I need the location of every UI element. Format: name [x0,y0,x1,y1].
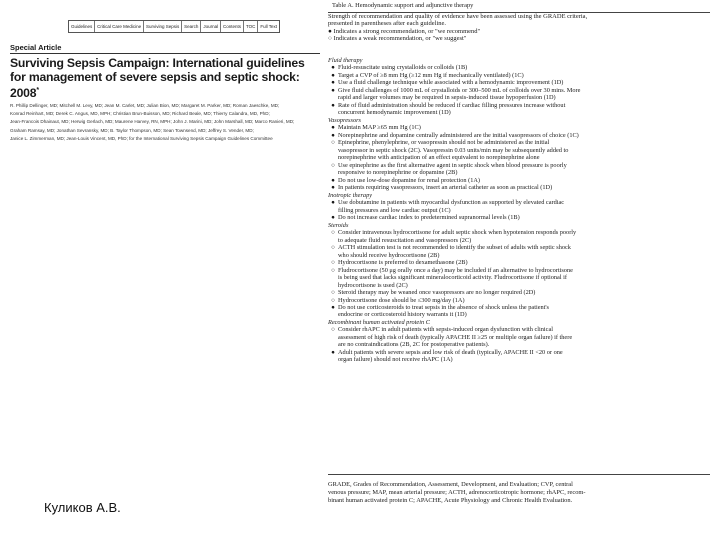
recommendation-continuation [328,207,710,214]
strong-recommendation [328,349,710,356]
weak-recommendation [328,289,710,296]
article-title-text: Surviving Sepsis Campaign: International guidelines for management of severe sepsis and septic shock: 2008 [10,56,305,101]
filled-bullet-icon: ● [331,348,335,356]
row-text: concurrent hemodynamic improvement (1D) [338,109,451,117]
table-body [328,57,710,364]
strong-recommendation [328,64,710,71]
filled-bullet-icon: ● [331,199,335,207]
section-heading [328,192,710,199]
row-text: organ failure) should not receive rhAPC (1A) [338,356,453,364]
journal-nav-bar [68,20,280,33]
row-text: are no contraindications (2B, 2C for postoperative patients). [338,341,490,349]
filled-bullet-icon: ● [331,64,335,72]
recommendation-continuation [328,282,710,289]
divider [10,53,320,54]
row-text: Maintain MAP ≥65 mm Hg (1C) [338,124,421,132]
strong-recommendation [328,199,710,206]
filled-bullet-icon: ● [331,131,335,139]
weak-recommendation [328,297,710,304]
recommendation-continuation [328,274,710,281]
intro-line: Strength of recommendation and quality of evidence have been assessed using the GRADE criteria, [328,13,588,20]
filled-bullet-icon: ● [331,101,335,109]
table-footnote [328,481,710,505]
filled-bullet-icon: ● [331,124,335,132]
recommendation-continuation [328,341,710,348]
journal-bar-cell: Search [182,21,201,32]
weak-recommendation [328,259,710,266]
row-text: Fluid-resuscitate using crystalloids or colloids (1B) [338,64,468,72]
row-text: ACTH stimulation test is not recommended to identify the subset of adults with septic shock [338,244,571,252]
journal-bar-cell: Guidelines [69,21,95,32]
filled-bullet-icon: ● [331,79,335,87]
row-text: endocrine or corticosteroid history warrants it (1D) [338,311,467,319]
recommendation-continuation [328,311,710,318]
filled-bullet-icon: ● [331,214,335,222]
author-line: Jean-Francois Dhainaut, MD; Herwig Gerlach, MD; Maurene Harvey, RN, MPH; John J. Marini, MD; John Marshall, MD; Marco Ranieri, MD; [10,119,295,125]
row-text: Fluid therapy [328,57,363,64]
row-text: Hydrocortisone dose should be ≤300 mg/day (1A) [338,296,465,304]
row-text: Epinephrine, phenylephrine, or vasopressin should not be administered as the initial [338,139,550,147]
weak-recommendation [328,326,710,333]
table-caption: Table A. Hemodynamic support and adjunctive therapy [332,2,474,9]
section-heading [328,319,710,326]
row-text: Steroid therapy may be weaned once vasopressors are no longer required (2D) [338,289,536,297]
strong-recommendation [328,177,710,184]
open-bullet-icon: ○ [331,229,335,237]
filled-bullet-icon: ● [331,176,335,184]
row-text: Inotropic therapy [328,191,373,199]
strong-recommendation [328,87,710,94]
row-text: Vasopressors [328,116,362,124]
strong-recommendation [328,184,710,191]
guideline-table [320,0,720,540]
section-heading [328,117,710,124]
row-text: Consider intravenous hydrocortisone for adult septic shock when hypotension responds poorly [338,229,577,237]
row-text: rapid and larger volumes may be required in sepsis-induced tissue hypoperfusion (1D) [338,94,556,102]
row-text: hydrocortisone is used (2C) [338,281,408,289]
row-text: assessment of high risk of death (typically APACHE II ≥25 or multiple organ failure) if there [338,333,573,341]
journal-bar-cell: Surviving Sepsis [144,21,182,32]
open-bullet-icon: ○ [331,326,335,334]
author-line: Graham Ramsay, MD; Jonathan Sevransky, MD; B. Taylor Thompson, MD; Sean Townsend, MD; Jeffrey S. Vender, MD; [10,127,254,133]
row-text: Recombinant human activated protein C [328,318,430,326]
author-list [10,102,322,143]
recommendation-continuation [328,154,710,161]
row-text: who should receive hydrocortisone (2B) [338,251,440,259]
strong-recommendation [328,124,710,131]
filled-bullet-icon: ● [331,86,335,94]
row-text: vasopressor in septic shock (2C). Vasopressin 0.03 units/min may be subsequently added to [338,146,569,154]
row-text: Rate of fluid administration should be reduced if cardiac filling pressures increase without [338,101,566,109]
journal-bar-cell: Full Text [260,24,278,29]
row-text: Give fluid challenges of 1000 mL of crystalloids or 300–500 mL of colloids over 30 mins. More [338,86,581,94]
recommendation-continuation [328,334,710,341]
weak-recommendation [328,267,710,274]
intro-line: presented in parentheses after each guideline. [328,20,447,28]
table-bottom-rule [328,474,710,475]
row-text: Use a fluid challenge technique while associated with a hemodynamic improvement (1D) [338,79,564,87]
recommendation-continuation [328,94,710,101]
row-text: Consider rhAPC in adult patients with sepsis-induced organ dysfunction with clinical [338,326,553,334]
intro-line: ● Indicates a strong recommendation, or "we recommend" [328,27,481,35]
journal-bar-cell: TOC [244,21,258,32]
article-title [10,56,322,100]
author-line: R. Phillip Dellinger, MD; Mitchell M. Levy, MD; Jean M. Carlet, MD; Julian Bion, MD; Margaret M. Parker, MD; Roman Jaeschke, MD; [10,103,280,108]
row-text: is being used that lacks significant mineralocorticoid activity. Fludrocortisone if optional if [338,274,568,282]
presenter-name: Куликов А.В. [44,500,121,515]
special-article-label: Special Article [10,43,62,52]
row-text: Target a CVP of ≥8 mm Hg (≥12 mm Hg if mechanically ventilated) (1C) [338,71,524,79]
weak-recommendation [328,139,710,146]
author-line: Janice L. Zimmerman, MD; Jean-Louis Vincent, MD, PhD; for the International Surviving Sepsis Campaign Guidelines Committee [10,135,273,141]
strong-recommendation [328,214,710,221]
strong-recommendation [328,79,710,86]
row-text: filling pressures and low cardiac output (1C) [338,206,451,214]
section-heading [328,222,710,229]
weak-recommendation [328,244,710,251]
row-text: Use epinephrine as the first alternative agent in septic shock when blood pressure is poorly [338,161,567,169]
journal-bar-cell: Journal [201,21,221,32]
row-text: Steroids [328,221,349,229]
open-bullet-icon: ○ [331,289,335,297]
strong-recommendation [328,72,710,79]
footnote-line: GRADE, Grades of Recommendation, Assessment, Development, and Evaluation; CVP, central [328,481,573,488]
recommendation-continuation [328,252,710,259]
row-text: Adult patients with severe sepsis and low risk of death (typically, APACHE II <20 or one [338,348,563,356]
open-bullet-icon: ○ [331,139,335,147]
weak-recommendation [328,229,710,236]
journal-bar-cell: Critical Care Medicine [95,21,144,32]
open-bullet-icon: ○ [331,161,335,169]
row-text: Norepinephrine and dopamine centrally administered are the initial vasopressors of choice (1C) [338,131,579,139]
title-footnote-mark: * [36,87,39,94]
table-intro [328,13,710,43]
open-bullet-icon: ○ [331,296,335,304]
row-text: responsive to norepinephrine or dopamine (2B) [338,169,458,177]
strong-recommendation [328,132,710,139]
row-text: Fludrocortisone (50 μg orally once a day) may be included if an alternative to hydrocortisone [338,266,573,274]
row-text: Do not use low-dose dopamine for renal protection (1A) [338,176,480,184]
filled-bullet-icon: ● [331,184,335,192]
filled-bullet-icon: ● [331,71,335,79]
journal-bar-cell: Contents [221,21,244,32]
author-line: Konrad Reinhart, MD; Derek C. Angus, MD, MPH; Christian Brun-Buisson, MD; Richard Beale, MD; Thierry Calandra, MD, PhD; [10,111,270,117]
recommendation-continuation [328,169,710,176]
row-text: to adequate fluid resuscitation and vasopressors (2C) [338,236,472,244]
weak-recommendation [328,162,710,169]
row-text: Do not increase cardiac index to predetermined supranormal levels (1B) [338,214,520,222]
recommendation-continuation [328,237,710,244]
row-text: Do not use corticosteroids to treat sepsis in the absence of shock unless the patient's [338,303,549,311]
row-text: norepinephrine with anticipation of an effect equivalent to norepinephrine alone [338,154,540,162]
recommendation-continuation [328,356,710,363]
article-page [0,0,328,540]
open-bullet-icon: ○ [331,244,335,252]
strong-recommendation [328,102,710,109]
filled-bullet-icon: ● [331,303,335,311]
intro-line: ○ Indicates a weak recommendation, or "we suggest" [328,35,467,43]
open-bullet-icon: ○ [331,266,335,274]
recommendation-continuation [328,109,710,116]
footnote-line: venous pressure; MAP, mean arterial pressure; ACTH, adrenocorticotropic hormone; rhAPC, recom- [328,489,586,496]
row-text: Hydrocortisone is preferred to dexamethasone (2B) [338,259,468,267]
row-text: In patients requiring vasopressors, insert an arterial catheter as soon as practical (1D) [338,184,553,192]
open-bullet-icon: ○ [331,259,335,267]
row-text: Use dobutamine in patients with myocardial dysfunction as supported by elevated cardiac [338,199,565,207]
strong-recommendation [328,304,710,311]
recommendation-continuation [328,147,710,154]
footnote-line: binant human activated protein C; APACHE, Acute Physiology and Chronic Health Evaluation. [328,497,573,504]
section-heading [328,57,710,64]
